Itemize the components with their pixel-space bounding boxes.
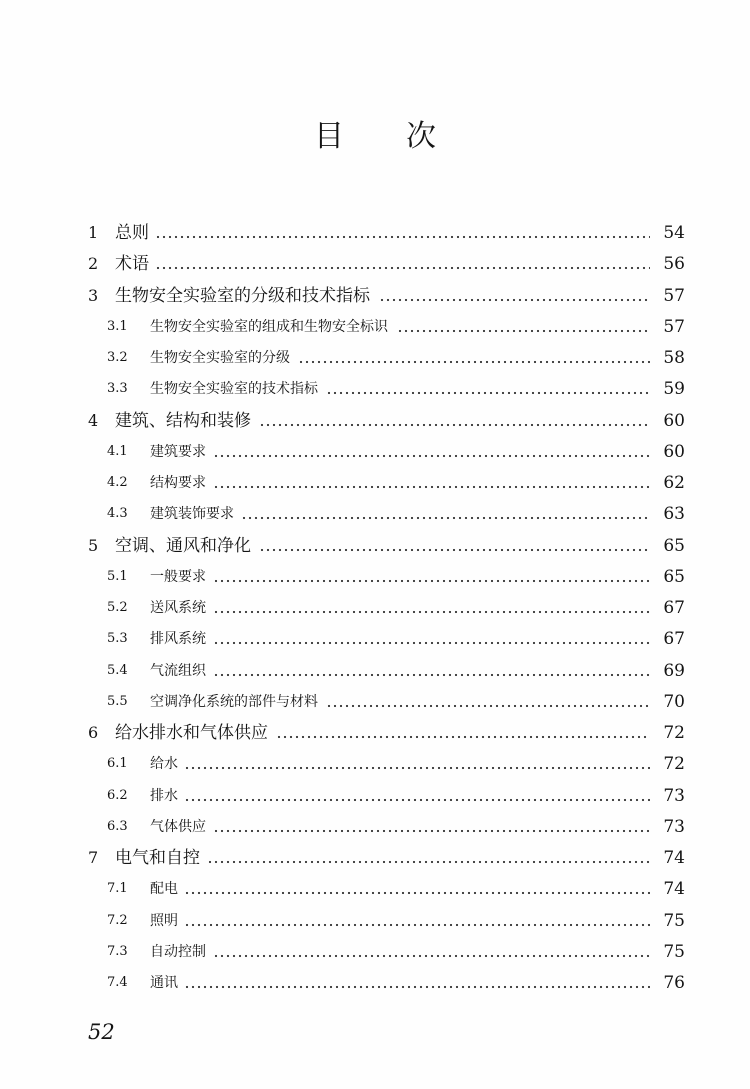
toc-entry-title: 给水 <box>150 756 178 773</box>
toc-entry-number: 4.3 <box>107 506 128 522</box>
toc-entry-title: 建筑要求 <box>150 443 206 460</box>
toc-entry[interactable] <box>0 937 750 967</box>
toc-leader-dots <box>213 468 650 498</box>
toc-entry-page: 74 <box>663 848 685 868</box>
toc-entry[interactable] <box>0 531 750 561</box>
toc-entry[interactable] <box>0 718 750 748</box>
page-title: 目次 <box>314 119 498 154</box>
toc-entry-page: 60 <box>663 441 685 462</box>
toc-entry-page: 72 <box>663 754 685 775</box>
toc-entry[interactable] <box>0 874 750 904</box>
toc-entry[interactable] <box>0 624 750 654</box>
toc-entry-title: 空调净化系统的部件与材料 <box>150 693 318 710</box>
toc-entry-title: 配电 <box>150 881 178 898</box>
toc-leader-dots <box>213 593 650 623</box>
toc-entry-title: 电气和自控 <box>115 848 200 868</box>
toc-leader-dots <box>213 656 650 686</box>
toc-entry-title: 自动控制 <box>150 943 206 960</box>
toc-entry-page: 57 <box>663 285 685 306</box>
toc-leader-dots <box>213 437 650 467</box>
toc-entry[interactable] <box>0 218 750 248</box>
toc-leader-dots <box>326 687 650 717</box>
toc-leader-dots <box>184 749 650 779</box>
toc-entry-page: 73 <box>663 816 685 837</box>
toc-entry-page: 67 <box>663 598 685 618</box>
toc-entry-number: 4.2 <box>107 475 128 490</box>
toc-entry-page: 74 <box>663 879 685 900</box>
toc-entry-number: 4 <box>88 410 99 430</box>
toc-entry[interactable] <box>0 437 750 467</box>
toc-entry-number: 3 <box>88 285 99 305</box>
toc-entry-title: 生物安全实验室的分级 <box>150 350 290 366</box>
toc-entry[interactable] <box>0 406 750 436</box>
toc-leader-dots <box>379 281 650 311</box>
toc-entry[interactable] <box>0 468 750 498</box>
toc-entry-title: 排水 <box>150 787 178 804</box>
toc-entry-title: 一般要求 <box>150 568 206 585</box>
toc-entry-number: 7.2 <box>107 912 128 928</box>
toc-entry-number: 5.2 <box>107 600 128 615</box>
toc-entry-title: 送风系统 <box>150 600 206 616</box>
toc-entry-page: 73 <box>663 785 685 806</box>
toc-entry-page: 72 <box>663 723 685 743</box>
toc-entry-page: 75 <box>663 910 685 931</box>
toc-leader-dots <box>184 906 650 936</box>
toc-entry[interactable] <box>0 562 750 592</box>
toc-entry[interactable] <box>0 249 750 279</box>
toc-entry-title: 空调、通风和净化 <box>115 535 251 556</box>
toc-entry-number: 2 <box>88 254 99 274</box>
toc-leader-dots <box>397 312 650 342</box>
toc-entry-title: 生物安全实验室的分级和技术指标 <box>115 285 370 306</box>
toc-entry-number: 6.1 <box>107 756 128 772</box>
toc-leader-dots <box>276 718 650 748</box>
toc-entry-title: 生物安全实验室的技术指标 <box>150 381 318 398</box>
toc-entry-number: 5 <box>88 535 99 555</box>
toc-entry-number: 6.3 <box>107 818 128 834</box>
toc-entry-number: 5.3 <box>107 631 128 647</box>
toc-entry[interactable] <box>0 781 750 811</box>
toc-leader-dots <box>259 531 650 561</box>
toc-leader-dots <box>241 499 650 529</box>
toc-entry[interactable] <box>0 374 750 404</box>
toc-entry-page: 67 <box>663 629 685 650</box>
toc-entry[interactable] <box>0 312 750 342</box>
toc-entry-number: 7.3 <box>107 943 128 959</box>
toc-leader-dots <box>213 624 650 654</box>
toc-entry-page: 58 <box>663 348 685 368</box>
toc-entry-number: 1 <box>88 223 99 242</box>
toc-entry[interactable] <box>0 749 750 779</box>
toc-entry-page: 56 <box>663 254 685 275</box>
toc-entry-number: 3.1 <box>107 318 128 334</box>
toc-leader-dots <box>155 218 650 248</box>
toc-entry-page: 62 <box>663 473 685 493</box>
toc-entry-title: 总则 <box>115 223 149 243</box>
toc-entry-title: 生物安全实验室的组成和生物安全标识 <box>150 318 388 335</box>
toc-entry-number: 6 <box>88 723 99 742</box>
toc-entry-number: 3.2 <box>107 350 128 365</box>
toc-entry-number: 7.1 <box>107 881 128 897</box>
toc-entry-title: 通讯 <box>150 975 178 991</box>
toc-entry-title: 照明 <box>150 912 178 929</box>
toc-entry[interactable] <box>0 968 750 998</box>
toc-leader-dots <box>184 968 650 998</box>
toc-entry-page: 63 <box>663 504 685 525</box>
toc-entry-title: 建筑装饰要求 <box>150 506 234 523</box>
toc-entry-page: 75 <box>663 941 685 962</box>
toc-leader-dots <box>213 562 650 592</box>
toc-entry-number: 5.5 <box>107 693 128 709</box>
toc-entry-number: 7.4 <box>107 975 128 990</box>
toc-leader-dots <box>184 781 650 811</box>
toc-leader-dots <box>207 843 650 873</box>
toc-entry-title: 给水排水和气体供应 <box>115 723 268 743</box>
toc-entry-page: 76 <box>663 973 685 993</box>
toc-leader-dots <box>326 374 650 404</box>
toc-entry-title: 术语 <box>115 254 149 275</box>
toc-leader-dots <box>213 812 650 842</box>
toc-leader-dots <box>298 343 650 373</box>
toc-entry-title: 气体供应 <box>150 818 206 835</box>
toc-entry-number: 6.2 <box>107 787 128 803</box>
toc-entry[interactable] <box>0 687 750 717</box>
toc-entry[interactable] <box>0 843 750 873</box>
toc-entry-number: 5.1 <box>107 568 128 584</box>
toc-entry-title: 建筑、结构和装修 <box>115 410 251 431</box>
toc-entry-page: 57 <box>663 316 685 337</box>
toc-leader-dots <box>155 249 650 279</box>
toc-entry-title: 结构要求 <box>150 475 206 491</box>
toc-entry[interactable] <box>0 812 750 842</box>
toc-entry[interactable] <box>0 593 750 623</box>
toc-entry-page: 65 <box>663 535 685 556</box>
toc-entry-number: 5.4 <box>107 662 128 678</box>
toc-entry-page: 70 <box>663 691 685 712</box>
toc-entry-number: 4.1 <box>107 443 128 459</box>
toc-leader-dots <box>213 937 650 967</box>
toc-entry-number: 3.3 <box>107 381 128 397</box>
toc-entry-title: 气流组织 <box>150 662 206 679</box>
toc-entry-page: 59 <box>663 379 685 400</box>
toc-entry-page: 69 <box>663 660 685 681</box>
toc-entry-page: 65 <box>663 566 685 587</box>
toc-entry[interactable] <box>0 281 750 311</box>
footer-page-number: 52 <box>88 1020 115 1044</box>
toc-leader-dots <box>184 874 650 904</box>
toc-entry-title: 排风系统 <box>150 631 206 648</box>
toc-entry[interactable] <box>0 499 750 529</box>
toc-entry-number: 7 <box>88 848 99 867</box>
toc-leader-dots <box>259 406 650 436</box>
toc-entry[interactable] <box>0 906 750 936</box>
toc-entry-page: 54 <box>663 223 685 243</box>
toc-entry-page: 60 <box>663 410 685 431</box>
toc-entry[interactable] <box>0 656 750 686</box>
toc-entry[interactable] <box>0 343 750 373</box>
